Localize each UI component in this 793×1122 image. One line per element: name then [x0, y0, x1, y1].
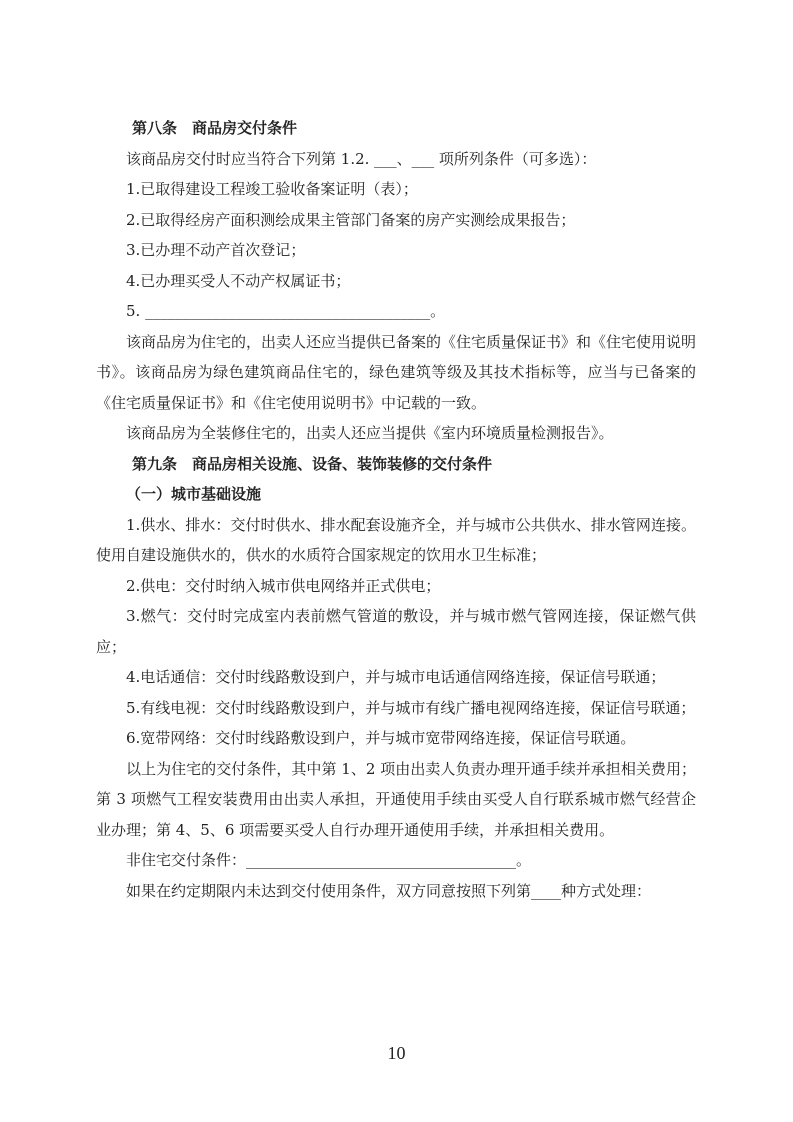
- article-8-title: 第八条 商品房交付条件: [132, 119, 298, 137]
- section-subtitle: （一）城市基础设施: [126, 485, 262, 503]
- paragraph: 该商品房为住宅的，出卖人还应当提供已备案的《住宅质量保证书》和《住宅使用说明书》。该商品房为绿色建筑商品住宅的，绿色建筑等级及其技术指标等，应当与已备案的《住宅质量保证书》和《住宅使用说明书》中记载的一致。: [96, 332, 697, 412]
- paragraph: 该商品房交付时应当符合下列第 1.2. ___、___ 项所列条件（可多选）：: [126, 149, 597, 168]
- paragraph: 5.有线电视：交付时线路敷设到户，并与城市有线广播电视网络连接，保证信号联通；: [126, 698, 696, 717]
- paragraph: 4.电话通信：交付时线路敷设到户，并与城市电话通信网络连接，保证信号联通；: [126, 668, 666, 686]
- paragraph: 1.已取得建设工程竣工验收备案证明（表）；: [126, 180, 418, 198]
- article-9-title: 第九条 商品房相关设施、设备、装饰装修的交付条件: [132, 454, 493, 473]
- paragraph: 6.宽带网络：交付时线路敷设到户，并与城市宽带网络连接，保证信号联通。: [126, 729, 636, 747]
- paragraph: 4.已办理买受人不动产权属证书；: [126, 271, 351, 290]
- paragraph: 3.燃气：交付时完成室内表前燃气管道的敷设，并与城市燃气管网连接，保证燃气供应；: [96, 607, 696, 656]
- paragraph: 如果在约定期限内未达到交付使用条件，双方同意按照下列第____种方式处理：: [126, 881, 652, 900]
- page-number: 10: [387, 1043, 406, 1063]
- paragraph: 该商品房为全装修住宅的，出卖人还应当提供《室内环境质量检测报告》。: [126, 424, 614, 442]
- paragraph: 3.已办理不动产首次登记；: [126, 241, 306, 259]
- paragraph: 1.供水、排水：交付时供水、排水配套设施齐全，并与城市公共供水、排水管网连接。使用自建设施供水的，供水的水质符合国家规定的饮用水卫生标准；: [96, 515, 696, 564]
- paragraph: 2.已取得经房产面积测绘成果主管部门备案的房产实测绘成果报告；: [126, 210, 576, 229]
- paragraph: 5. ______________________________________。: [126, 302, 446, 320]
- paragraph: 2.供电：交付时纳入城市供电网络并正式供电；: [126, 576, 441, 595]
- paragraph: 非住宅交付条件：____________________________________。: [126, 851, 532, 869]
- document-body: [96, 113, 696, 906]
- paragraph: 以上为住宅的交付条件，其中第 1、2 项由出卖人负责办理开通手续并承担相关费用；第 3 项燃气工程安装费用由出卖人承担，开通使用手续由买受人自行联系城市燃气经营企业办理；第 4、5、6 项需要买受人自行办理开通使用手续，并承担相关费用。: [96, 759, 696, 839]
